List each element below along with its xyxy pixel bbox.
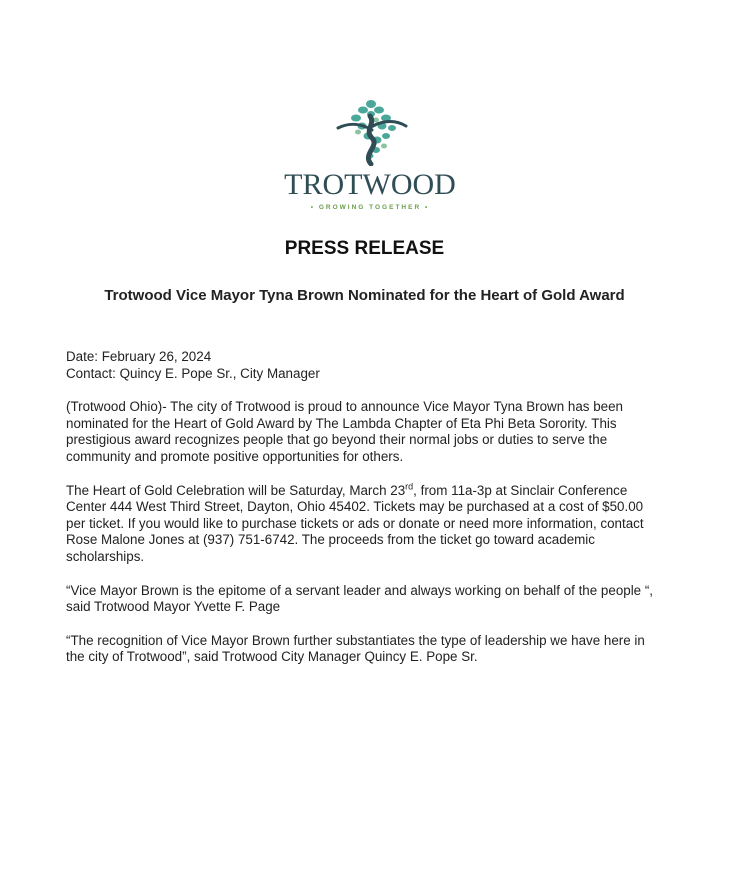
release-date: Date: February 26, 2024: [66, 349, 212, 364]
paragraph-manager-quote: “The recognition of Vice Mayor Brown further substantiates the type of leadership we have here in the city of Trotwood”, said Trotwood City Manager Quincy E. Pope Sr.: [66, 632, 645, 665]
paragraph-mayor-quote: “Vice Mayor Brown is the epitome of a servant leader and always working on behalf of the people “, said Trotwood Mayor Yvette F. Page: [66, 582, 654, 615]
ordinal-suffix: rd: [405, 481, 414, 492]
paragraph-event-details-end: , from 11a-3p at Sinclair Conference Center 444 West Third Street, Dayton, Ohio 45402. Tickets may be purchased at a cost of $50.00 per ticket. If you would like to purchase tickets or ads or donate or need more information, contact Rose Malone Jones at (937) 751-6742. The proceeds from the ticket go toward academic scholarships.: [66, 482, 644, 564]
release-body: [66, 349, 666, 666]
release-contact: Contact: Quincy E. Pope Sr., City Manager: [66, 365, 320, 381]
bullet-icon: •: [310, 204, 316, 211]
trotwood-logo: [270, 96, 470, 222]
paragraph-announcement: (Trotwood Ohio)- The city of Trotwood is proud to announce Vice Mayor Tyna Brown has been nominated for the Heart of Gold Award by The Lambda Chapter of Eta Phi Beta Sorority. This prestigious award recognizes people that go beyond their normal jobs or duties to serve the community and promote positive opportunities for others.: [66, 399, 623, 464]
logo-tagline-text: GROWING TOGETHER: [318, 204, 422, 211]
paragraph-event-details: [66, 483, 666, 566]
release-meta: [66, 349, 666, 382]
bullet-icon: •: [424, 204, 430, 211]
paragraph-event-details-start: The Heart of Gold Celebration will be Saturday, March 23: [66, 482, 406, 498]
page-title: PRESS RELEASE: [284, 238, 445, 259]
tree-logo-icon: [332, 96, 410, 166]
logo-wordmark: TROTWOOD: [284, 168, 456, 201]
logo-tagline: [270, 204, 470, 211]
release-headline: Trotwood Vice Mayor Tyna Brown Nominated for the Heart of Gold Award: [104, 287, 625, 304]
